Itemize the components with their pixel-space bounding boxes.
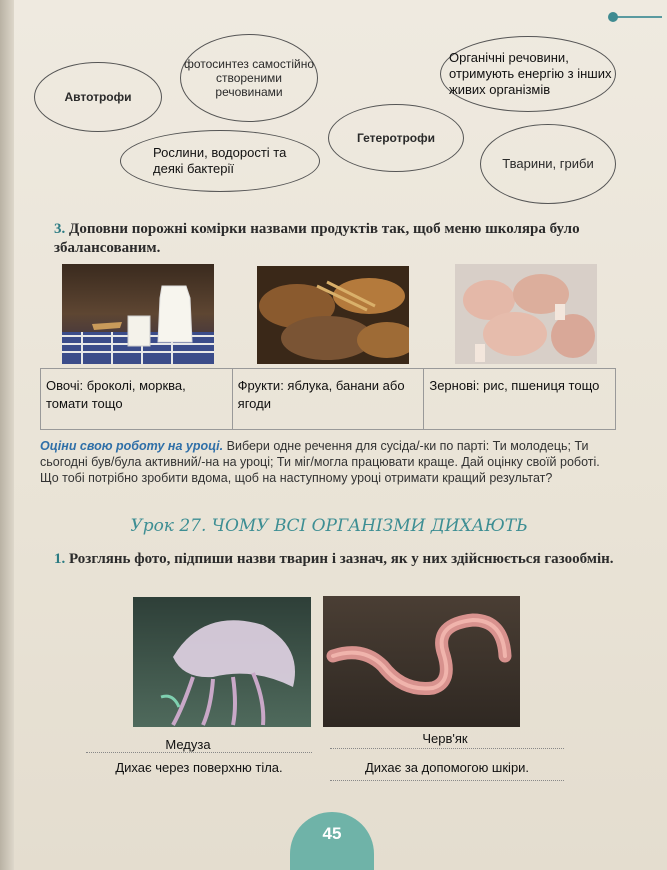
- task-3-number: 3.: [54, 221, 66, 237]
- task-1: [54, 550, 616, 569]
- worm-name: Черв'як: [422, 731, 468, 746]
- oval-organic-matter: Органічні речовини, отримують енергію з інших живих організмів: [440, 36, 616, 112]
- page-number: 45: [290, 812, 374, 870]
- oval-photosynthesis: фотосинтез самостійно створеними речовинами: [180, 34, 318, 122]
- oval-plants: Рослини, водорості та деякі бактерії: [120, 130, 320, 192]
- corner-decoration: [612, 16, 662, 18]
- worm-name-line: [330, 748, 564, 749]
- bread-photo: [257, 266, 409, 364]
- worm-answer-line: [330, 780, 564, 781]
- task-1-text: Розглянь фото, підпиши назви тварин і зазнач, як у них здійснюється газообмін.: [69, 551, 614, 567]
- grains-cell[interactable]: Зернові: рис, пшениця тощо: [429, 378, 600, 393]
- self-assessment-heading: Оціни свою роботу на уроці.: [40, 439, 224, 453]
- corner-dot: [608, 12, 618, 22]
- oval-autotrophs: Автотрофи: [34, 62, 162, 132]
- oval-animals-fungi: Тварини, гриби: [480, 124, 616, 204]
- worm-breathing: Дихає за допомогою шкіри.: [364, 760, 530, 775]
- milk-photo: [62, 264, 214, 364]
- jellyfish-name-line: [86, 752, 312, 753]
- earthworm-photo: [323, 596, 520, 727]
- task-3-text: Доповни порожні комірки назвами продуктів так, щоб меню школяра було збалансованим.: [54, 221, 580, 256]
- fruits-cell[interactable]: Фрукти: яблука, банани або ягоди: [233, 369, 425, 429]
- chicken-photo: [455, 264, 597, 364]
- lesson-title: Урок 27. ЧОМУ ВСІ ОРГАНІЗМИ ДИХАЮТЬ: [130, 516, 528, 536]
- vegetables-cell[interactable]: Овочі: броколі, морква, томати тощо: [41, 369, 233, 429]
- self-assessment-text: Вибери одне речення для сусіда/-ки по парті: Ти молодець; Ти сьогодні був/була активний/-на на уроці; Ти міг/могла працювати краще. Дай оцінку своїй роботі. Що тобі потрібно зробити вдома, щоб на наступному уроці отримати кращий результат?: [40, 439, 600, 485]
- menu-table: [40, 368, 616, 430]
- self-assessment: [40, 438, 618, 486]
- jellyfish-breathing: Дихає через поверхню тіла.: [115, 760, 283, 775]
- jellyfish-name: Медуза: [165, 737, 211, 752]
- jellyfish-photo: [133, 597, 311, 727]
- task-1-number: 1.: [54, 551, 66, 567]
- task-3: [54, 220, 616, 258]
- book-spine: [0, 0, 14, 870]
- oval-heterotrophs: Гетеротрофи: [328, 104, 464, 172]
